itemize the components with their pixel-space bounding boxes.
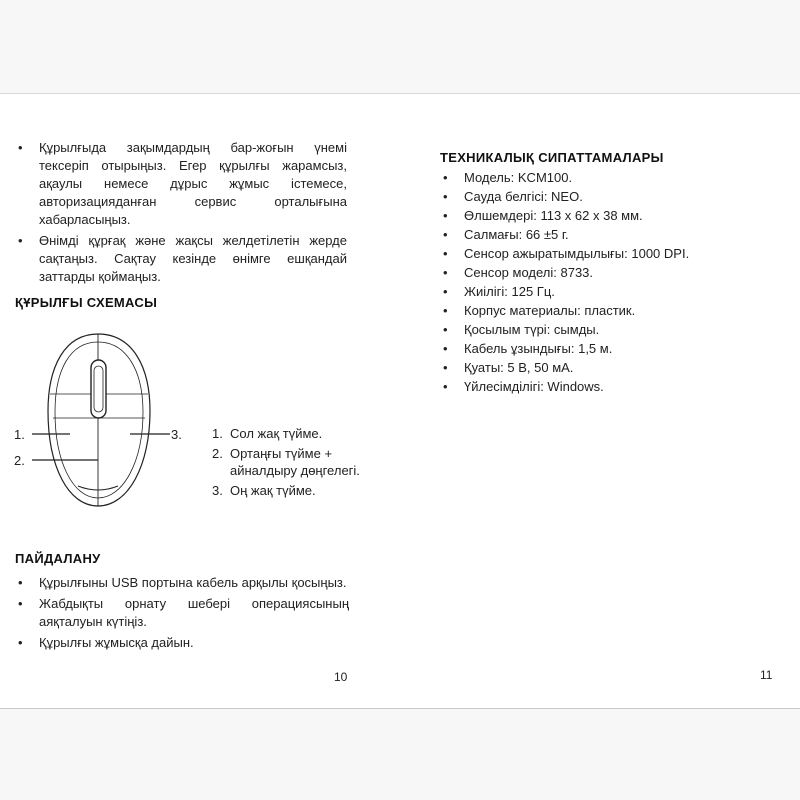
right-page <box>400 94 800 708</box>
usage-item: • Құрылғыны USB портына кабель арқылы қосыңыз. <box>15 574 349 592</box>
parts-item-label: Сол жақ түйме. <box>230 426 323 441</box>
parts-item-number: 3. <box>212 483 223 498</box>
parts-item-number: 1. <box>212 426 223 441</box>
parts-item-label: Ортаңғы түйме + айналдыру дөңгелегі. <box>230 446 360 478</box>
callout-label-2: 2. <box>14 453 25 468</box>
spec-item: • Кабель ұзындығы: 1,5 м. <box>440 340 780 358</box>
spec-item: • Қуаты: 5 В, 50 мА. <box>440 359 780 377</box>
callout-label-1: 1. <box>14 427 25 442</box>
care-instructions <box>15 139 347 289</box>
mouse-diagram <box>10 326 190 521</box>
page-number-right: 11 <box>760 668 773 682</box>
spec-item: • Қосылым түрі: сымды. <box>440 321 780 339</box>
page-number-left: 10 <box>334 670 348 684</box>
spec-item: • Өлшемдері: 113 x 62 x 38 мм. <box>440 207 780 225</box>
spec-item: • Сауда белгісі: NEO. <box>440 188 780 206</box>
parts-item <box>212 445 372 479</box>
spec-item: • Корпус материалы: пластик. <box>440 302 780 320</box>
scheme-heading: ҚҰРЫЛҒЫ СХЕМАСЫ <box>15 295 158 310</box>
usage-list <box>15 574 349 652</box>
parts-list <box>212 425 372 502</box>
usage-item: • Құрылғы жұмысқа дайын. <box>15 634 349 652</box>
care-item: • Құрылғыда зақымдардың бар-жоғын үнемі тексеріп отырыңыз. Егер құрылғы жарамсыз, ақаулы немесе дұрыс жұмыс істемесе, авторизацияданған сервис орталығына хабарласыңыз. <box>15 139 347 229</box>
spec-item: • Модель: KCM100. <box>440 169 780 187</box>
care-item: • Өнімді құрғақ және жақсы желдетілетін жерде сақтаңыз. Сақтау кезінде өнімге ешқандай заттарды қоймаңыз. <box>15 232 347 286</box>
care-list <box>15 139 347 286</box>
mouse-illustration <box>10 326 190 516</box>
specs-heading: ТЕХНИКАЛЫҚ СИПАТТАМАЛАРЫ <box>440 150 664 165</box>
specs-list <box>440 169 780 396</box>
parts-item-label: Оң жақ түйме. <box>230 483 316 498</box>
callout-label-3: 3. <box>171 427 182 442</box>
usage-item: • Жабдықты орнату шебері операциясының аяқталуын күтіңіз. <box>15 595 349 631</box>
left-page <box>0 94 400 708</box>
spec-item: • Сенсор моделі: 8733. <box>440 264 780 282</box>
usage-heading: ПАЙДАЛАНУ <box>15 551 101 566</box>
spec-item: • Үйлесімділігі: Windows. <box>440 378 780 396</box>
specs-block <box>440 169 780 397</box>
scroll-wheel <box>91 360 106 418</box>
booklet-spread <box>0 93 800 709</box>
parts-item-number: 2. <box>212 446 223 461</box>
spec-item: • Жиілігі: 125 Гц. <box>440 283 780 301</box>
spec-item: • Салмағы: 66 ±5 г. <box>440 226 780 244</box>
usage-instructions <box>15 574 349 655</box>
spec-item: • Сенсор ажыратымдылығы: 1000 DPI. <box>440 245 780 263</box>
parts-item <box>212 425 372 442</box>
parts-item <box>212 482 372 499</box>
